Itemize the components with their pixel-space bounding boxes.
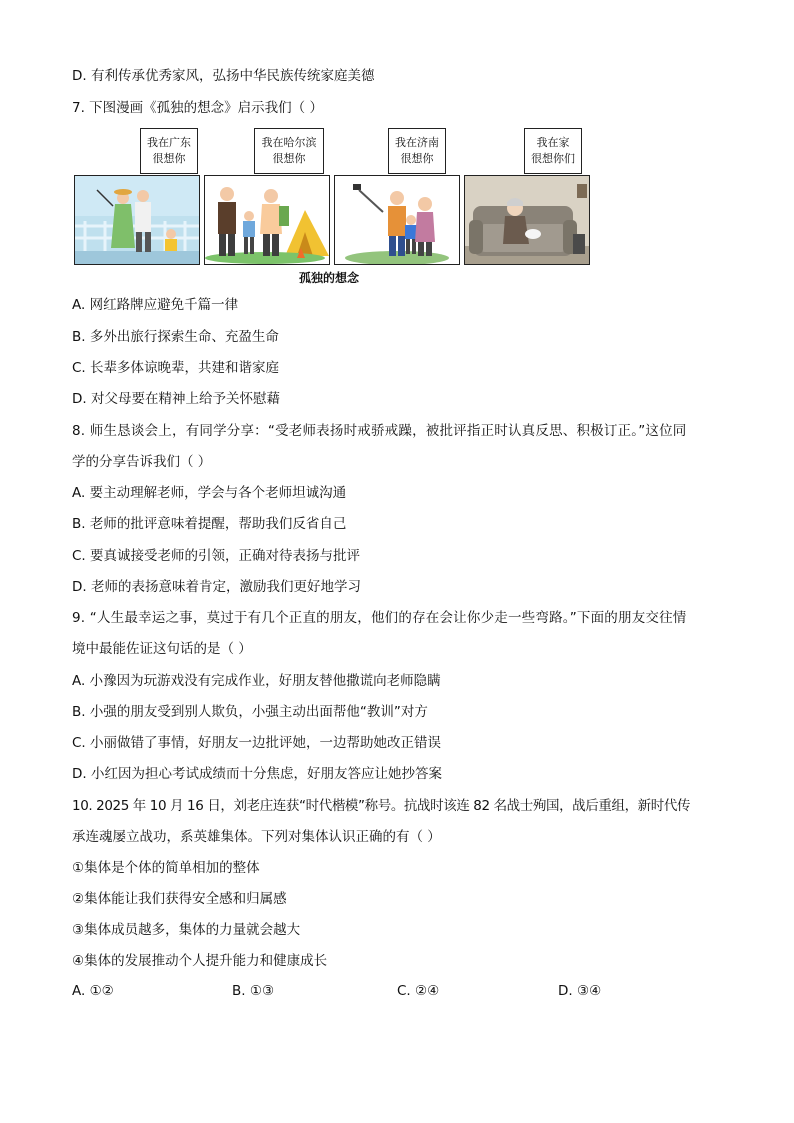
q8-option-b: B. 老师的批评意味着提醒，帮助我们反省自己: [72, 516, 347, 532]
speech-bubble-1: 我在广东 很想你: [140, 128, 198, 174]
speech-bubble-4: 我在家 很想你们: [524, 128, 582, 174]
q6-option-d: D. 有利传承优秀家风，弘扬中华民族传统家庭美德: [72, 68, 375, 84]
q10-statement-2: ②集体能让我们获得安全感和归属感: [72, 891, 287, 907]
q7-option-c: C. 长辈多体谅晚辈，共建和谐家庭: [72, 360, 280, 376]
q10-option-b: B. ①③: [232, 983, 275, 999]
speech-bubble-3: 我在济南 很想你: [388, 128, 446, 174]
q10-statement-4: ④集体的发展推动个人提升能力和健康成长: [72, 953, 328, 969]
q10-statement-3: ③集体成员越多，集体的力量就会越大: [72, 922, 301, 938]
comic-caption: 孤独的想念: [299, 271, 360, 285]
q10-statement-1: ①集体是个体的简单相加的整体: [72, 860, 260, 876]
comic-panel-jinan: [334, 175, 460, 265]
q7-option-b: B. 多外出旅行探索生命、充盈生命: [72, 329, 279, 345]
q8-option-a: A. 要主动理解老师，学会与各个老师坦诚沟通: [72, 485, 347, 501]
comic-strip: [74, 128, 594, 288]
q8-stem-line2: 学的分享告诉我们（ ）: [72, 454, 212, 470]
q10-stem-line2: 承连魂屡立战功，系英雄集体。下列对集体认识正确的有（ ）: [72, 829, 441, 845]
q7-option-a: A. 网红路牌应避免千篇一律: [72, 297, 239, 313]
comic-panel-harbin: [204, 175, 330, 265]
q10-option-c: C. ②④: [397, 983, 440, 999]
comic-panel-guangdong: [74, 175, 200, 265]
tourists-illustration: [75, 176, 199, 264]
camping-family-illustration: [205, 176, 329, 264]
grandmother-illustration: [465, 176, 589, 264]
comic-panel-home: [464, 175, 590, 265]
speech-bubble-2: 我在哈尔滨 很想你: [254, 128, 324, 174]
q10-stem-line1: 10. 2025 年 10 月 16 日，刘老庄连获“时代楷模”称号。抗战时该连 82 名战士殉国，战后重组，新时代传: [72, 798, 691, 814]
q9-stem-line2: 境中最能佐证这句话的是（ ）: [72, 641, 252, 657]
q9-option-b: B. 小强的朋友受到别人欺负，小强主动出面帮他“教训”对方: [72, 704, 428, 720]
q8-stem-line1: 8. 师生恳谈会上，有同学分享：“受老师表扬时戒骄戒躁，被批评指正时认真反思、积极订正。”这位同: [72, 423, 687, 439]
q7-stem: 7. 下图漫画《孤独的想念》启示我们（ ）: [72, 100, 323, 116]
q9-option-c: C. 小丽做错了事情，好朋友一边批评她，一边帮助她改正错误: [72, 735, 442, 751]
q9-stem-line1: 9. “人生最幸运之事，莫过于有几个正直的朋友，他们的存在会让你少走一些弯路。”下面的朋友交往情: [72, 610, 687, 626]
q10-option-a: A. ①②: [72, 983, 114, 999]
q10-option-d: D. ③④: [558, 983, 602, 999]
q9-option-a: A. 小豫因为玩游戏没有完成作业，好朋友替他撒谎向老师隐瞒: [72, 673, 441, 689]
selfie-family-illustration: [335, 176, 459, 264]
q8-option-c: C. 要真诚接受老师的引领，正确对待表扬与批评: [72, 548, 361, 564]
q10-options: [72, 983, 732, 1001]
q7-option-d: D. 对父母要在精神上给予关怀慰藉: [72, 391, 280, 407]
q9-option-d: D. 小红因为担心考试成绩而十分焦虑，好朋友答应让她抄答案: [72, 766, 442, 782]
q8-option-d: D. 老师的表扬意味着肯定，激励我们更好地学习: [72, 579, 361, 595]
